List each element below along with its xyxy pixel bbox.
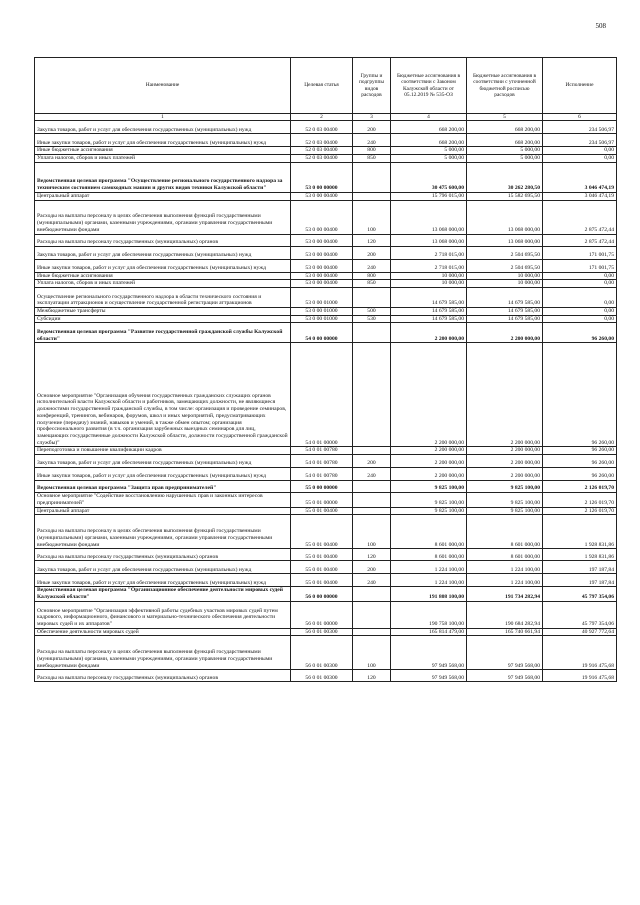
row-execution: 2 126 019,70 [543,507,617,515]
row-expense-group [353,447,391,455]
table-row [35,288,617,308]
row-execution: 0,00 [543,280,617,288]
row-budget-refined: 191 734 282,94 [467,587,543,601]
row-expense-group [353,628,391,636]
row-name: Центральный аппарат [35,507,291,515]
row-budget-refined: 2 504 695,50 [467,246,543,259]
row-target-article: 52 0 03 00400 [291,155,353,163]
row-budget-law: 2 200 000,00 [391,468,467,481]
row-target-article: 52 0 03 00400 [291,134,353,147]
table-row [35,200,617,234]
row-budget-law: 10 000,00 [391,280,467,288]
table-row [35,447,617,455]
row-budget-law: 97 949 568,00 [391,670,467,682]
row-execution: 234 506,97 [543,121,617,134]
row-budget-refined: 14 679 585,00 [467,288,543,308]
row-name: Центральный аппарат [35,192,291,200]
table-row [35,121,617,134]
header-expense-group: Группы и подгруппы видов расходов [353,58,391,114]
row-budget-law: 2 200 000,00 [391,455,467,468]
row-budget-law: 5 000,00 [391,147,467,155]
row-name: Субсидии [35,315,291,323]
row-target-article: 53 0 00 00400 [291,272,353,280]
row-execution: 0,00 [543,155,617,163]
row-name: Переподготовка и повышение квалификации кадров [35,447,291,455]
row-budget-law: 668 200,00 [391,134,467,147]
budget-table [34,57,617,682]
row-target-article: 55 0 01 00000 [291,493,353,507]
page-number: 508 [595,22,606,30]
row-target-article: 53 0 00 00400 [291,192,353,200]
row-expense-group: 100 [353,200,391,234]
row-execution: 0,00 [543,315,617,323]
row-budget-refined: 30 262 280,50 [467,162,543,192]
row-budget-refined: 97 949 568,00 [467,636,543,670]
row-name: Обеспечение деятельности мировых судей [35,628,291,636]
row-budget-law: 2 718 015,00 [391,259,467,272]
header-name: Наименование [35,58,291,114]
row-execution: 171 001,75 [543,259,617,272]
row-expense-group: 530 [353,315,391,323]
table-row [35,636,617,670]
row-target-article: 55 0 01 00400 [291,561,353,574]
table-row [35,587,617,601]
row-budget-refined: 5 000,00 [467,147,543,155]
row-execution: 19 916 475,68 [543,636,617,670]
column-number: 3 [353,114,391,121]
row-target-article: 54 0 01 00780 [291,447,353,455]
row-execution: 2 126 019,70 [543,481,617,493]
table-row [35,343,617,447]
row-budget-refined: 9 825 100,00 [467,507,543,515]
row-execution: 3 046 474,19 [543,162,617,192]
table-row [35,628,617,636]
column-number-row [35,114,617,121]
row-expense-group: 200 [353,455,391,468]
row-budget-refined: 8 601 000,00 [467,515,543,549]
row-name: Расходы на выплаты персоналу государственных (муниципальных) органов [35,670,291,682]
row-budget-law: 8 601 000,00 [391,515,467,549]
row-execution: 96 260,00 [543,323,617,343]
row-execution: 96 260,00 [543,468,617,481]
row-name: Иные закупки товаров, работ и услуг для обеспечения государственных (муниципальных) нужд [35,574,291,587]
table-row [35,134,617,147]
row-name: Расходы на выплаты персоналу в целях обеспечения выполнения функций государственными (муниципальными) органами, казенными учреждениями, органами управления государственными внебюджетными фондами [35,636,291,670]
row-name: Ведомственная целевая программа "Организационное обеспечение деятельности мировых судей Калужской области" [35,587,291,601]
row-name: Межбюджетные трансферты [35,308,291,316]
row-budget-law: 5 000,00 [391,155,467,163]
row-budget-law: 2 200 000,00 [391,447,467,455]
row-target-article: 52 0 03 00400 [291,147,353,155]
row-target-article: 53 0 00 01000 [291,288,353,308]
table-row [35,574,617,587]
row-expense-group: 100 [353,636,391,670]
row-budget-refined: 13 068 000,00 [467,200,543,234]
row-execution: 0,00 [543,288,617,308]
row-expense-group: 240 [353,468,391,481]
row-expense-group: 240 [353,134,391,147]
table-row [35,493,617,507]
row-target-article: 53 0 00 01000 [291,308,353,316]
row-expense-group: 850 [353,280,391,288]
row-target-article: 56 0 01 00300 [291,670,353,682]
row-target-article: 53 0 00 00400 [291,259,353,272]
header-target-article: Целевая статья [291,58,353,114]
row-name: Иные закупки товаров, работ и услуг для обеспечения государственных (муниципальных) нужд [35,259,291,272]
row-target-article: 56 0 01 00300 [291,636,353,670]
header-budget-refined: Бюджетные ассигнования в соответствии с уточненной бюджетной росписью расходов [467,58,543,114]
row-budget-law: 668 200,00 [391,121,467,134]
row-name: Основное мероприятие "Организация эффективной работы судебных участков мировых судей путем кадрового, информационного, финансового и материально-технического обеспечения деятельности мировых судей и их аппаратов" [35,601,291,628]
row-execution: 2 126 019,70 [543,493,617,507]
row-budget-law: 191 808 100,00 [391,587,467,601]
row-execution: 197 187,84 [543,574,617,587]
row-expense-group: 120 [353,549,391,561]
row-budget-refined: 8 601 000,00 [467,549,543,561]
row-budget-refined: 14 679 585,00 [467,308,543,316]
row-expense-group [353,601,391,628]
row-name: Закупка товаров, работ и услуг для обеспечения государственных (муниципальных) нужд [35,246,291,259]
row-budget-refined: 1 224 100,00 [467,561,543,574]
table-row [35,315,617,323]
row-budget-law: 10 000,00 [391,272,467,280]
row-budget-refined: 2 200 000,00 [467,455,543,468]
row-target-article: 54 0 00 00000 [291,323,353,343]
row-budget-refined: 10 000,00 [467,272,543,280]
row-execution: 171 001,75 [543,246,617,259]
row-budget-law: 1 224 100,00 [391,574,467,587]
row-expense-group [353,192,391,200]
row-target-article: 53 0 00 01000 [291,315,353,323]
row-name: Иные закупки товаров, работ и услуг для обеспечения государственных (муниципальных) нужд [35,134,291,147]
row-budget-refined: 2 200 000,00 [467,468,543,481]
row-budget-refined: 2 200 000,00 [467,323,543,343]
row-name: Закупка товаров, работ и услуг для обеспечения государственных (муниципальных) нужд [35,455,291,468]
row-target-article: 53 0 00 00400 [291,234,353,246]
row-expense-group: 850 [353,155,391,163]
table-row [35,670,617,682]
row-name: Уплата налогов, сборов и иных платежей [35,280,291,288]
row-name: Закупка товаров, работ и услуг для обеспечения государственных (муниципальных) нужд [35,561,291,574]
table-row [35,147,617,155]
row-execution: 3 046 474,19 [543,192,617,200]
column-number: 6 [543,114,617,121]
row-name: Расходы на выплаты персоналу в целях обеспечения выполнения функций государственными (муниципальными) органами, казенными учреждениями, органами управления государственными внебюджетными фондами [35,200,291,234]
table-row [35,192,617,200]
table-row [35,323,617,343]
row-expense-group [353,587,391,601]
row-budget-refined: 668 200,00 [467,121,543,134]
row-execution: 40 927 772,64 [543,628,617,636]
row-expense-group: 240 [353,259,391,272]
row-expense-group: 120 [353,670,391,682]
row-execution: 19 916 475,68 [543,670,617,682]
row-execution: 0,00 [543,147,617,155]
row-target-article: 54 0 01 00780 [291,455,353,468]
table-row [35,601,617,628]
column-number: 4 [391,114,467,121]
row-budget-refined: 14 679 585,00 [467,315,543,323]
row-target-article: 54 0 01 00000 [291,343,353,447]
row-name: Осуществление регионального государственного надзора в области технического состояния и эксплуатации аттракционов и осуществление государственной регистрации аттракционов [35,288,291,308]
table-row [35,507,617,515]
row-name: Расходы на выплаты персоналу в целях обеспечения выполнения функций государственными (муниципальными) органами, казенными учреждениями, органами управления государственными внебюджетными фондами [35,515,291,549]
row-execution: 0,00 [543,272,617,280]
row-budget-law: 14 679 585,00 [391,315,467,323]
row-name: Иные закупки товаров, работ и услуг для обеспечения государственных (муниципальных) нужд [35,468,291,481]
row-budget-refined: 5 000,00 [467,155,543,163]
row-budget-refined: 97 949 568,00 [467,670,543,682]
row-name: Расходы на выплаты персоналу государственных (муниципальных) органов [35,234,291,246]
row-name: Расходы на выплаты персоналу государственных (муниципальных) органов [35,549,291,561]
row-name: Основное мероприятие "Содействие восстановлению нарушенных прав и законных интересов предпринимателей" [35,493,291,507]
row-target-article: 55 0 00 00000 [291,481,353,493]
row-budget-law: 2 718 015,00 [391,246,467,259]
table-row [35,455,617,468]
row-target-article: 55 0 01 00400 [291,574,353,587]
table-row [35,259,617,272]
row-expense-group: 500 [353,308,391,316]
row-expense-group [353,493,391,507]
column-number: 1 [35,114,291,121]
row-budget-law: 2 200 000,00 [391,343,467,447]
row-expense-group [353,162,391,192]
row-execution: 2 875 472,44 [543,234,617,246]
row-target-article: 55 0 01 00400 [291,549,353,561]
row-budget-law: 2 200 000,00 [391,323,467,343]
row-expense-group: 200 [353,561,391,574]
table-row [35,155,617,163]
header-budget-law: Бюджетные ассигнования в соответствии с Законом Калужской области от 05.12.2019 № 535-ОЗ [391,58,467,114]
row-execution: 197 187,84 [543,561,617,574]
row-expense-group [353,481,391,493]
row-budget-refined: 190 684 282,94 [467,601,543,628]
row-budget-law: 13 068 000,00 [391,234,467,246]
row-execution: 45 797 354,06 [543,601,617,628]
row-execution: 1 928 831,86 [543,515,617,549]
row-budget-refined: 15 582 695,50 [467,192,543,200]
row-execution: 96 260,00 [543,343,617,447]
header-execution: Исполнение [543,58,617,114]
row-budget-law: 9 825 100,00 [391,481,467,493]
row-target-article: 53 0 00 00400 [291,246,353,259]
row-target-article: 56 0 01 00000 [291,601,353,628]
row-budget-law: 97 949 568,00 [391,636,467,670]
row-name: Иные бюджетные ассигнования [35,272,291,280]
table-row [35,561,617,574]
row-budget-refined: 10 000,00 [467,280,543,288]
row-execution: 234 506,97 [543,134,617,147]
row-budget-law: 1 224 100,00 [391,561,467,574]
row-budget-law: 9 825 100,00 [391,507,467,515]
row-name: Ведомственная целевая программа "Защита прав предпринимателей" [35,481,291,493]
row-name: Основное мероприятие "Организация обучения государственных гражданских служащих органов исполнительной власти Калужской области и работников, замещающих должности, не являющиеся должностями государственной гражданской службы, в том числе: организация и проведение семинаров, конференций, тренингов, вебинаров, форумов, школ и иных мероприятий, предусматривающих получение (передачу) знаний, навыков и умений, в также обмен опытом; организация профессионального развития (в т.ч. организация зарубежных выездных семинаров для лиц, замещающих государственные должности Калужской области, должности государственной гражданской службы)" [35,343,291,447]
row-name: Уплата налогов, сборов и иных платежей [35,155,291,163]
row-budget-law: 8 601 000,00 [391,549,467,561]
row-target-article: 53 0 00 00000 [291,162,353,192]
row-execution: 96 260,00 [543,455,617,468]
row-expense-group: 240 [353,574,391,587]
column-number: 2 [291,114,353,121]
row-budget-refined: 9 825 100,00 [467,481,543,493]
table-row [35,549,617,561]
row-expense-group: 120 [353,234,391,246]
row-expense-group [353,507,391,515]
row-execution: 2 875 472,44 [543,200,617,234]
row-expense-group: 200 [353,246,391,259]
row-budget-refined: 1 224 100,00 [467,574,543,587]
row-budget-law: 14 679 585,00 [391,308,467,316]
row-target-article: 52 0 03 00400 [291,121,353,134]
row-budget-refined: 668 200,00 [467,134,543,147]
row-name: Иные бюджетные ассигнования [35,147,291,155]
row-budget-law: 13 068 000,00 [391,200,467,234]
row-target-article: 55 0 01 00400 [291,515,353,549]
row-target-article: 53 0 00 00400 [291,280,353,288]
row-expense-group [353,343,391,447]
table-row [35,162,617,192]
row-budget-law: 14 679 585,00 [391,288,467,308]
row-budget-refined: 2 200 000,00 [467,447,543,455]
row-execution: 0,00 [543,308,617,316]
row-target-article: 56 0 01 00300 [291,628,353,636]
table-row [35,308,617,316]
row-budget-refined: 165 740 661,94 [467,628,543,636]
column-number: 5 [467,114,543,121]
row-expense-group: 800 [353,272,391,280]
table-row [35,481,617,493]
row-expense-group [353,288,391,308]
row-execution: 1 928 831,86 [543,549,617,561]
row-expense-group: 800 [353,147,391,155]
row-target-article: 53 0 00 00400 [291,200,353,234]
table-body [35,121,617,682]
row-name: Ведомственная целевая программа "Развитие государственной гражданской службы Калужской области" [35,323,291,343]
row-execution: 45 797 354,06 [543,587,617,601]
row-target-article: 54 0 01 00780 [291,468,353,481]
table-row [35,272,617,280]
row-budget-refined: 9 825 100,00 [467,493,543,507]
row-target-article: 56 0 00 00000 [291,587,353,601]
row-expense-group: 200 [353,121,391,134]
row-name: Ведомственная целевая программа "Осуществление регионального государственного надзора за техническим состоянием самоходных машин и других видов техники Калужской области" [35,162,291,192]
table-row [35,468,617,481]
row-budget-refined: 2 504 695,50 [467,259,543,272]
row-budget-refined: 2 200 000,00 [467,343,543,447]
row-execution: 96 260,00 [543,447,617,455]
row-expense-group: 100 [353,515,391,549]
row-target-article: 55 0 01 00400 [291,507,353,515]
row-expense-group [353,323,391,343]
row-budget-law: 15 796 015,00 [391,192,467,200]
row-name: Закупка товаров, работ и услуг для обеспечения государственных (муниципальных) нужд [35,121,291,134]
row-budget-law: 190 758 100,00 [391,601,467,628]
row-budget-law: 165 814 479,00 [391,628,467,636]
row-budget-law: 9 825 100,00 [391,493,467,507]
row-budget-law: 30 475 600,00 [391,162,467,192]
row-budget-refined: 13 068 000,00 [467,234,543,246]
table-row [35,280,617,288]
table-row [35,515,617,549]
table-row [35,234,617,246]
table-row [35,246,617,259]
